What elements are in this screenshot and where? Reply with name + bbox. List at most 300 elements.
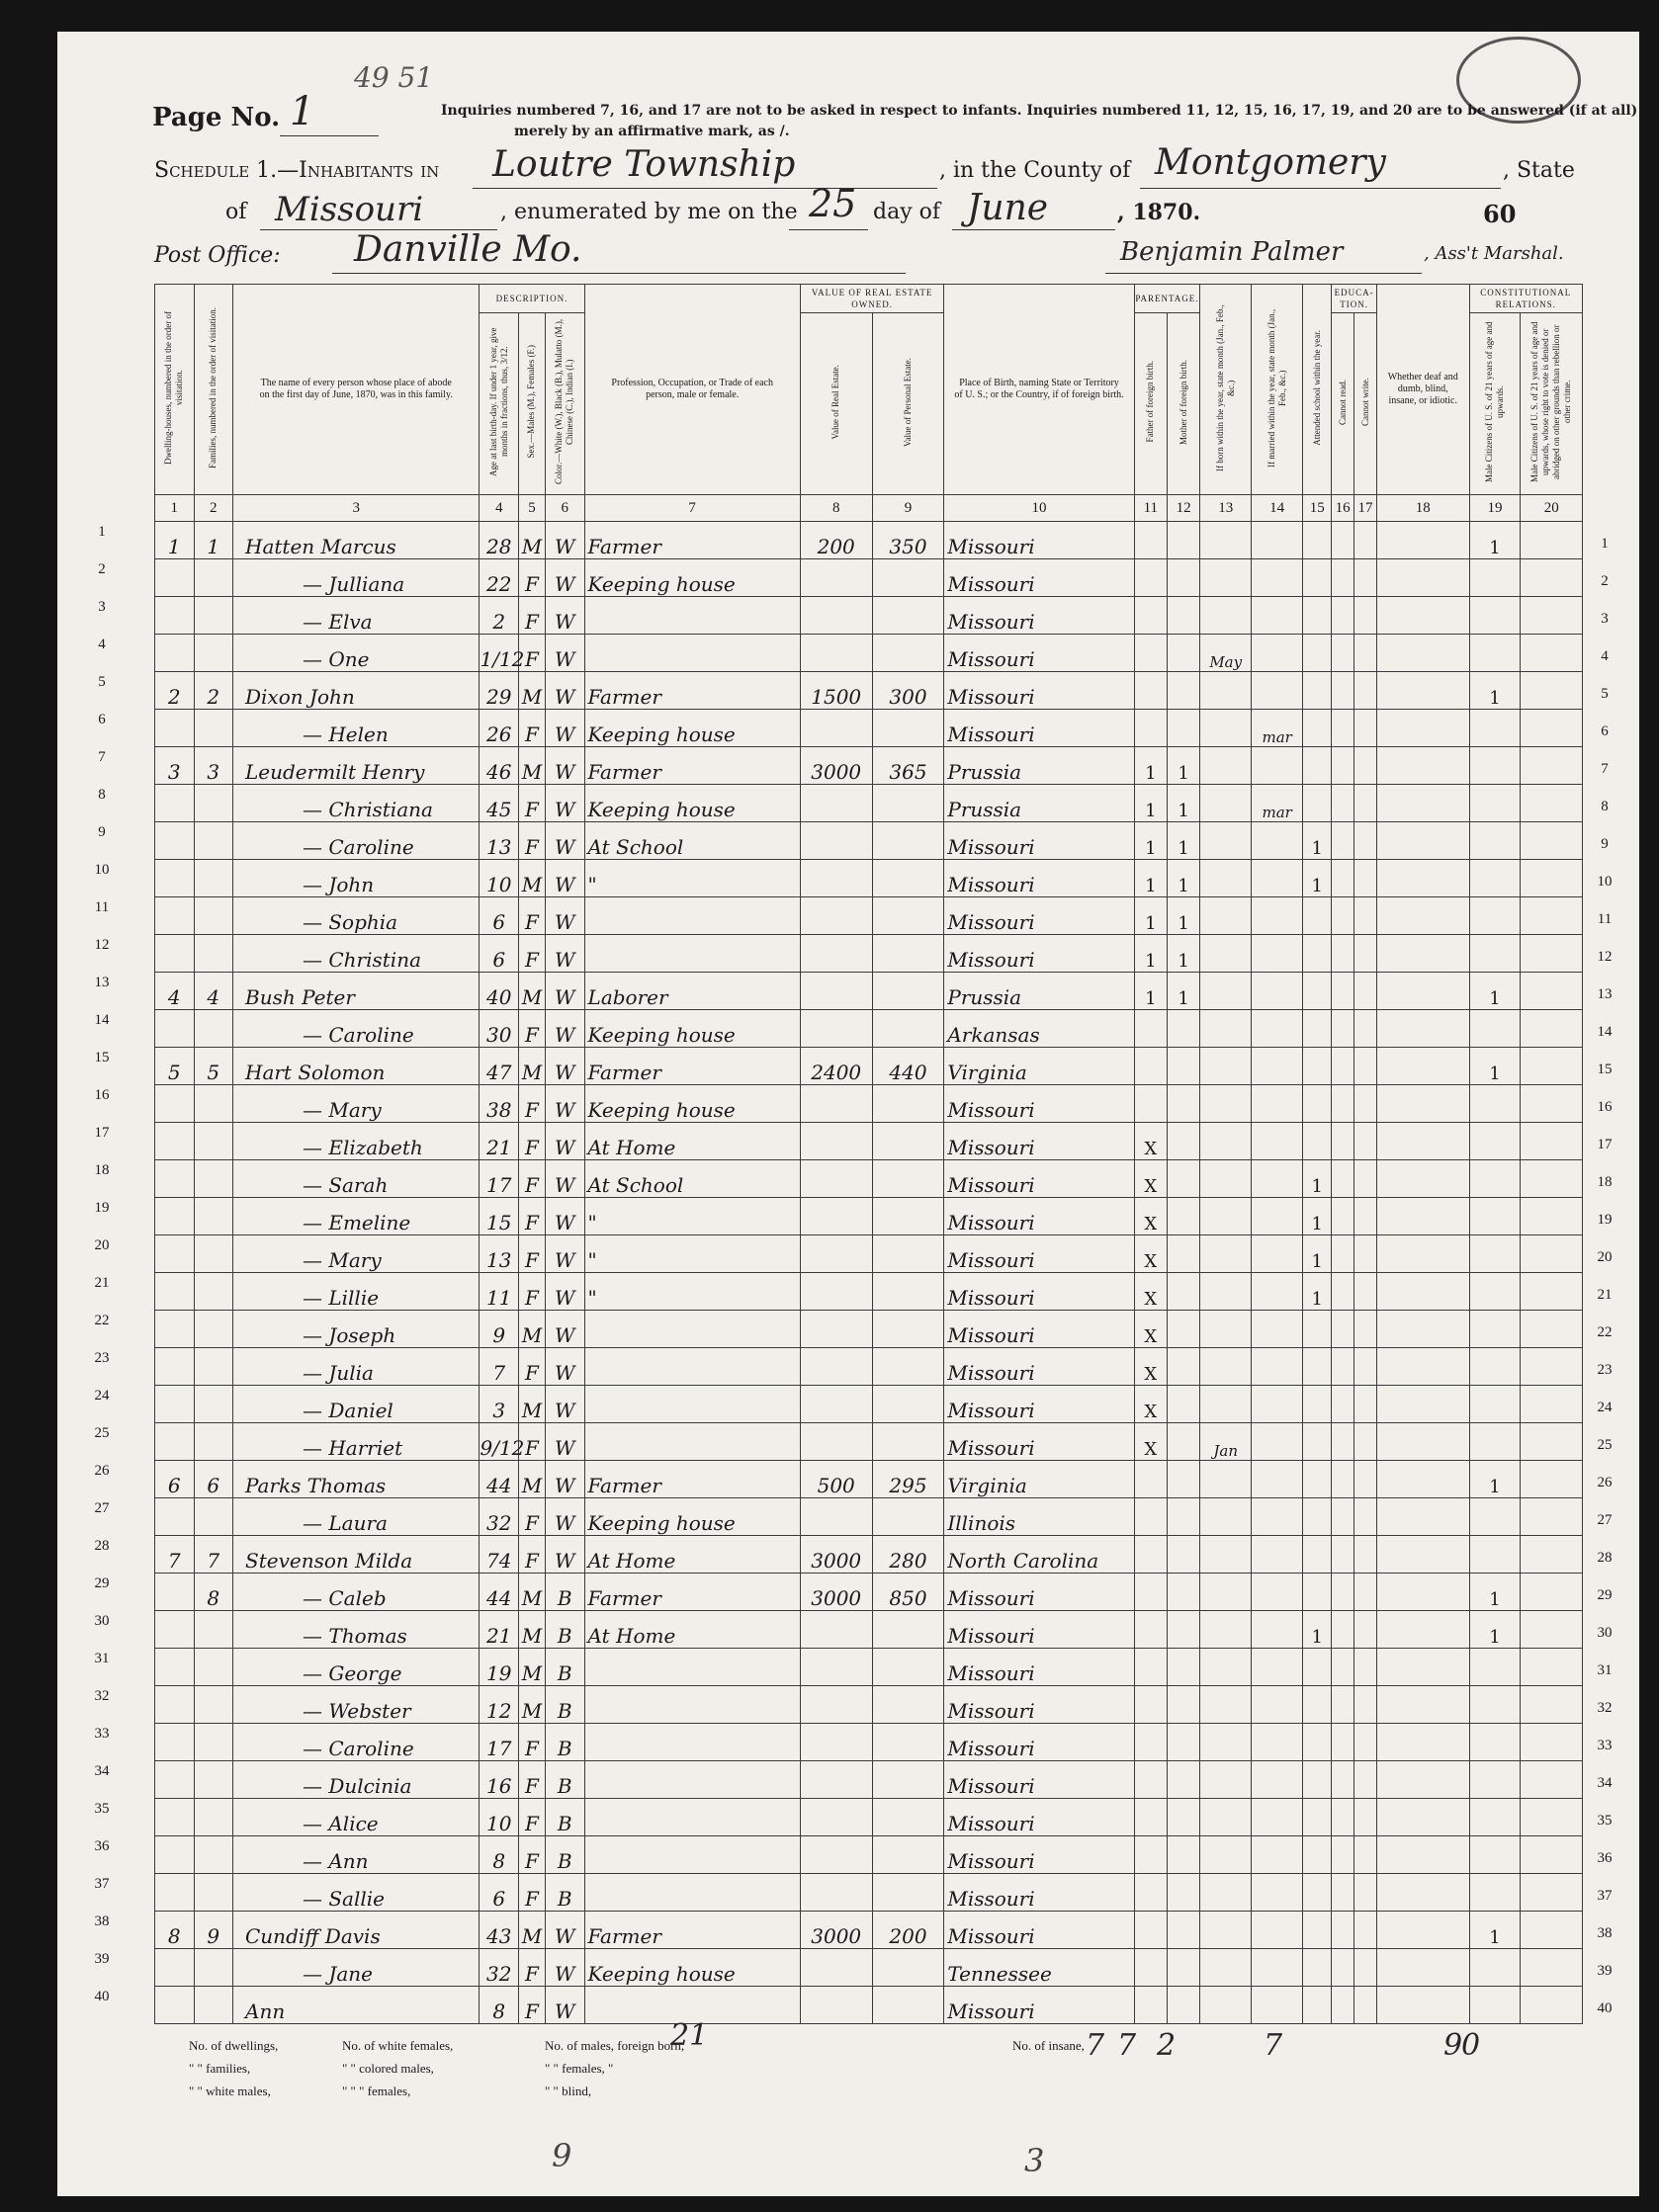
left-row-number: 23 xyxy=(94,1349,110,1366)
cell-sch xyxy=(1303,1123,1332,1160)
cell-color: W xyxy=(546,935,585,973)
page-number-line xyxy=(280,135,379,136)
table-row xyxy=(155,1160,1583,1198)
cell-pe xyxy=(872,1649,944,1686)
cell-c17 xyxy=(1354,1649,1377,1686)
cell-occ: Farmer xyxy=(584,747,800,785)
cell-pe xyxy=(872,1348,944,1386)
cell-sch xyxy=(1303,1461,1332,1498)
cell-birth: Missouri xyxy=(944,935,1134,973)
cell-pe xyxy=(872,822,944,860)
cell-pe xyxy=(872,1874,944,1912)
cell-sch: 1 xyxy=(1303,860,1332,897)
table-row xyxy=(155,522,1583,559)
cell-sch xyxy=(1303,897,1332,935)
cell-mm xyxy=(1252,672,1303,710)
cell-c18 xyxy=(1376,1085,1469,1123)
cell-c16 xyxy=(1332,785,1354,822)
year: , 1870. xyxy=(1117,200,1201,225)
cell-sch xyxy=(1303,1423,1332,1461)
cell-age: 17 xyxy=(480,1724,519,1761)
cell-c20 xyxy=(1521,559,1583,597)
cell-c20 xyxy=(1521,1010,1583,1048)
cell-c17 xyxy=(1354,1386,1377,1423)
cell-re: 3000 xyxy=(800,1536,872,1574)
cell-bm xyxy=(1200,559,1252,597)
col-11-header: Father of foreign birth. xyxy=(1134,313,1167,495)
cell-fam xyxy=(194,597,233,635)
tally-col-20: 0 xyxy=(1461,2028,1481,2063)
cell-c18 xyxy=(1376,935,1469,973)
cell-sch xyxy=(1303,559,1332,597)
cell-c18 xyxy=(1376,785,1469,822)
cell-occ xyxy=(584,1836,800,1874)
table-row xyxy=(155,1949,1583,1987)
right-row-number: 30 xyxy=(1597,1624,1613,1641)
col-20-header: Male Citizens of U. S. of 21 years of age and upwards, whose right to vote is denied or abridged on other grounds than rebellion or other crime. xyxy=(1521,313,1583,495)
table-row xyxy=(155,1724,1583,1761)
cell-pe xyxy=(872,935,944,973)
cell-pe xyxy=(872,1724,944,1761)
cell-c18 xyxy=(1376,1949,1469,1987)
cell-bm xyxy=(1200,672,1252,710)
cell-occ: Farmer xyxy=(584,1574,800,1611)
cell-fam xyxy=(194,1761,233,1799)
cell-c19 xyxy=(1469,1686,1521,1724)
cell-fam xyxy=(194,1160,233,1198)
col-num: 2 xyxy=(194,495,233,522)
cell-sch xyxy=(1303,1874,1332,1912)
col-num: 15 xyxy=(1303,495,1332,522)
footer-insane: No. of insane, xyxy=(1012,2038,1085,2053)
cell-c17 xyxy=(1354,1348,1377,1386)
cell-occ: Keeping house xyxy=(584,1010,800,1048)
cell-birth: Prussia xyxy=(944,973,1134,1010)
cell-dw xyxy=(155,635,195,672)
cell-f: 1 xyxy=(1134,973,1167,1010)
cell-sch xyxy=(1303,747,1332,785)
cell-c18 xyxy=(1376,973,1469,1010)
cell-age: 7 xyxy=(480,1348,519,1386)
page-number: 1 xyxy=(290,89,315,134)
cell-occ: At Home xyxy=(584,1611,800,1649)
cell-c18 xyxy=(1376,1461,1469,1498)
cell-f xyxy=(1134,1461,1167,1498)
cell-re xyxy=(800,1761,872,1799)
cell-bm xyxy=(1200,1686,1252,1724)
cell-c16 xyxy=(1332,559,1354,597)
cell-c17 xyxy=(1354,710,1377,747)
cell-re xyxy=(800,897,872,935)
cell-name: — Laura xyxy=(233,1498,480,1536)
cell-age: 45 xyxy=(480,785,519,822)
cell-c18 xyxy=(1376,1423,1469,1461)
cell-fam xyxy=(194,1987,233,2024)
cell-c17 xyxy=(1354,1536,1377,1574)
cell-bm: May xyxy=(1200,635,1252,672)
cell-sch xyxy=(1303,672,1332,710)
cell-c17 xyxy=(1354,935,1377,973)
cell-sex: M xyxy=(518,522,545,559)
cell-f: X xyxy=(1134,1386,1167,1423)
cell-dw xyxy=(155,1949,195,1987)
cell-fam: 1 xyxy=(194,522,233,559)
cell-c19: 1 xyxy=(1469,1048,1521,1085)
cell-bm xyxy=(1200,785,1252,822)
cell-f xyxy=(1134,1649,1167,1686)
cell-occ: Keeping house xyxy=(584,1949,800,1987)
cell-bm xyxy=(1200,1987,1252,2024)
cell-pe xyxy=(872,785,944,822)
cell-m xyxy=(1167,1198,1199,1235)
right-row-number: 38 xyxy=(1597,1924,1613,1941)
cell-c19: 1 xyxy=(1469,1912,1521,1949)
cell-pe xyxy=(872,559,944,597)
cell-color: W xyxy=(546,1348,585,1386)
cell-pe xyxy=(872,597,944,635)
cell-m xyxy=(1167,1311,1199,1348)
cell-bm xyxy=(1200,1649,1252,1686)
cell-color: B xyxy=(546,1836,585,1874)
cell-name: — Sophia xyxy=(233,897,480,935)
cell-re xyxy=(800,785,872,822)
cell-color: B xyxy=(546,1799,585,1836)
cell-fam xyxy=(194,1348,233,1386)
cell-c20 xyxy=(1521,635,1583,672)
cell-occ: Keeping house xyxy=(584,1085,800,1123)
cell-pe xyxy=(872,710,944,747)
cell-c17 xyxy=(1354,1686,1377,1724)
cell-mm xyxy=(1252,597,1303,635)
footer-males-foreign: No. of males, foreign born, xyxy=(545,2038,685,2053)
cell-pe xyxy=(872,1761,944,1799)
cell-fam xyxy=(194,860,233,897)
cell-re xyxy=(800,1611,872,1649)
cell-re xyxy=(800,973,872,1010)
cell-pe: 850 xyxy=(872,1574,944,1611)
cell-birth: Missouri xyxy=(944,672,1134,710)
cell-age: 32 xyxy=(480,1498,519,1536)
cell-fam xyxy=(194,1386,233,1423)
cell-c17 xyxy=(1354,747,1377,785)
cell-birth: Missouri xyxy=(944,635,1134,672)
cell-sex: F xyxy=(518,1235,545,1273)
instruction-line-1: Inquiries numbered 7, 16, and 17 are not to be asked in respect to infants. Inquiries numbered 11, 12, 15, 16, 17, 19, and 20 are to be answered (if at all) xyxy=(441,103,1638,119)
cell-birth: Missouri xyxy=(944,1423,1134,1461)
cell-m: 1 xyxy=(1167,747,1199,785)
cell-c19 xyxy=(1469,1949,1521,1987)
cell-pe xyxy=(872,897,944,935)
cell-c18 xyxy=(1376,672,1469,710)
cell-dw xyxy=(155,1836,195,1874)
cell-bm xyxy=(1200,1912,1252,1949)
cell-c16 xyxy=(1332,822,1354,860)
table-row xyxy=(155,1010,1583,1048)
cell-c17 xyxy=(1354,1799,1377,1836)
cell-pe xyxy=(872,1686,944,1724)
cell-re xyxy=(800,1311,872,1348)
cell-sex: M xyxy=(518,1686,545,1724)
cell-c17 xyxy=(1354,559,1377,597)
cell-m xyxy=(1167,1273,1199,1311)
cell-color: W xyxy=(546,785,585,822)
table-row xyxy=(155,635,1583,672)
cell-m: 1 xyxy=(1167,860,1199,897)
cell-sch xyxy=(1303,1085,1332,1123)
cell-m xyxy=(1167,1611,1199,1649)
census-rows xyxy=(155,522,1583,2024)
cell-occ xyxy=(584,1311,800,1348)
tally-foreign: 21 xyxy=(670,2018,709,2053)
cell-mm xyxy=(1252,860,1303,897)
right-row-number: 6 xyxy=(1601,723,1609,739)
cell-c18 xyxy=(1376,1874,1469,1912)
cell-birth: Missouri xyxy=(944,1574,1134,1611)
cell-c19: 1 xyxy=(1469,1574,1521,1611)
cell-occ: " xyxy=(584,1273,800,1311)
of-label: of xyxy=(225,200,247,224)
cell-c18 xyxy=(1376,747,1469,785)
right-row-number: 21 xyxy=(1597,1286,1613,1303)
cell-birth: Missouri xyxy=(944,1799,1134,1836)
table-row xyxy=(155,1799,1583,1836)
cell-c20 xyxy=(1521,597,1583,635)
cell-fam: 9 xyxy=(194,1912,233,1949)
cell-sex: M xyxy=(518,860,545,897)
county-line xyxy=(1140,188,1501,189)
cell-f xyxy=(1134,1010,1167,1048)
cell-sex: M xyxy=(518,1611,545,1649)
cell-dw xyxy=(155,1574,195,1611)
cell-sex: M xyxy=(518,973,545,1010)
cell-age: 30 xyxy=(480,1010,519,1048)
cell-pe: 295 xyxy=(872,1461,944,1498)
cell-dw xyxy=(155,785,195,822)
cell-name: Ann xyxy=(233,1987,480,2024)
cell-c20 xyxy=(1521,1273,1583,1311)
cell-c17 xyxy=(1354,1874,1377,1912)
cell-occ xyxy=(584,1761,800,1799)
cell-fam xyxy=(194,1235,233,1273)
table-row xyxy=(155,1235,1583,1273)
cell-c16 xyxy=(1332,1799,1354,1836)
cell-fam xyxy=(194,1799,233,1836)
table-row xyxy=(155,1874,1583,1912)
cell-c16 xyxy=(1332,1160,1354,1198)
cell-f xyxy=(1134,1536,1167,1574)
cell-bm xyxy=(1200,822,1252,860)
cell-bm xyxy=(1200,1048,1252,1085)
cell-fam xyxy=(194,1498,233,1536)
cell-c20 xyxy=(1521,1987,1583,2024)
cell-birth: Missouri xyxy=(944,1912,1134,1949)
cell-name: — Joseph xyxy=(233,1311,480,1348)
cell-occ: At School xyxy=(584,822,800,860)
cell-color: W xyxy=(546,522,585,559)
cell-color: W xyxy=(546,710,585,747)
cell-name: Bush Peter xyxy=(233,973,480,1010)
cell-c16 xyxy=(1332,1123,1354,1160)
left-row-number: 40 xyxy=(94,1988,110,2004)
cell-c20 xyxy=(1521,1386,1583,1423)
cell-c16 xyxy=(1332,1611,1354,1649)
tally-col-11: 7 xyxy=(1086,2028,1105,2063)
cell-f: 1 xyxy=(1134,747,1167,785)
parentage-group-header: PARENTAGE. xyxy=(1134,285,1200,313)
cell-c20 xyxy=(1521,1311,1583,1348)
cell-c17 xyxy=(1354,672,1377,710)
cell-dw: 4 xyxy=(155,973,195,1010)
cell-sch: 1 xyxy=(1303,1160,1332,1198)
cell-color: W xyxy=(546,860,585,897)
cell-mm xyxy=(1252,1498,1303,1536)
sheet-number: 60 xyxy=(1483,200,1517,228)
cell-color: W xyxy=(546,1273,585,1311)
left-row-number: 11 xyxy=(94,898,110,915)
census-sheet xyxy=(57,32,1639,2196)
table-row xyxy=(155,747,1583,785)
right-row-number: 14 xyxy=(1597,1023,1613,1040)
cell-sex: F xyxy=(518,935,545,973)
cell-c16 xyxy=(1332,1498,1354,1536)
cell-sex: F xyxy=(518,1348,545,1386)
tally-col-19: 9 xyxy=(1443,2028,1463,2063)
cell-c16 xyxy=(1332,897,1354,935)
cell-re: 1500 xyxy=(800,672,872,710)
cell-bm xyxy=(1200,1461,1252,1498)
cell-color: W xyxy=(546,559,585,597)
cell-m xyxy=(1167,1987,1199,2024)
footer-colored-females: " " " females, xyxy=(342,2084,411,2098)
cell-c19 xyxy=(1469,897,1521,935)
cell-c16 xyxy=(1332,1010,1354,1048)
cell-f xyxy=(1134,1761,1167,1799)
cell-c20 xyxy=(1521,1761,1583,1799)
cell-c20 xyxy=(1521,1423,1583,1461)
cell-sch xyxy=(1303,1010,1332,1048)
cell-f xyxy=(1134,1874,1167,1912)
bottom-note-right: 3 xyxy=(1024,2142,1045,2179)
right-row-number: 32 xyxy=(1597,1699,1613,1716)
left-row-number: 24 xyxy=(94,1387,110,1404)
cell-m xyxy=(1167,1048,1199,1085)
cell-c20 xyxy=(1521,1235,1583,1273)
right-row-number: 20 xyxy=(1597,1248,1613,1265)
cell-sex: F xyxy=(518,1836,545,1874)
cell-sex: F xyxy=(518,1799,545,1836)
cell-mm xyxy=(1252,1085,1303,1123)
cell-f xyxy=(1134,1574,1167,1611)
cell-mm xyxy=(1252,1649,1303,1686)
right-row-number: 34 xyxy=(1597,1774,1613,1791)
cell-c16 xyxy=(1332,1836,1354,1874)
cell-occ xyxy=(584,635,800,672)
cell-sch xyxy=(1303,1836,1332,1874)
day-of-label: day of xyxy=(873,200,941,224)
cell-color: W xyxy=(546,672,585,710)
cell-dw xyxy=(155,1010,195,1048)
cell-c19: 1 xyxy=(1469,672,1521,710)
cell-name: — Lillie xyxy=(233,1273,480,1311)
cell-dw: 3 xyxy=(155,747,195,785)
cell-dw xyxy=(155,597,195,635)
cell-c19 xyxy=(1469,935,1521,973)
left-row-number: 15 xyxy=(94,1049,110,1065)
county: Montgomery xyxy=(1155,142,1386,183)
cell-sex: M xyxy=(518,1048,545,1085)
cell-c16 xyxy=(1332,1536,1354,1574)
cell-c16 xyxy=(1332,1198,1354,1235)
left-row-number: 38 xyxy=(94,1913,110,1929)
cell-c19: 1 xyxy=(1469,973,1521,1010)
footer-blind: " " blind, xyxy=(545,2084,592,2098)
cell-m: 1 xyxy=(1167,973,1199,1010)
cell-re xyxy=(800,1423,872,1461)
cell-sch xyxy=(1303,785,1332,822)
cell-m xyxy=(1167,710,1199,747)
cell-c19 xyxy=(1469,1423,1521,1461)
cell-birth: Missouri xyxy=(944,1348,1134,1386)
col-num: 3 xyxy=(233,495,480,522)
cell-fam xyxy=(194,559,233,597)
cell-sex: M xyxy=(518,747,545,785)
cell-c20 xyxy=(1521,822,1583,860)
cell-bm xyxy=(1200,1949,1252,1987)
cell-color: W xyxy=(546,1386,585,1423)
left-row-number: 30 xyxy=(94,1612,110,1629)
cell-name: Hatten Marcus xyxy=(233,522,480,559)
cell-occ: Keeping house xyxy=(584,710,800,747)
cell-age: 15 xyxy=(480,1198,519,1235)
cell-age: 38 xyxy=(480,1085,519,1123)
right-row-number: 36 xyxy=(1597,1849,1613,1866)
cell-c16 xyxy=(1332,747,1354,785)
cell-bm xyxy=(1200,935,1252,973)
cell-color: W xyxy=(546,1123,585,1160)
cell-bm xyxy=(1200,897,1252,935)
cell-age: 16 xyxy=(480,1761,519,1799)
cell-color: W xyxy=(546,1461,585,1498)
cell-f: X xyxy=(1134,1348,1167,1386)
cell-f: X xyxy=(1134,1123,1167,1160)
cell-re xyxy=(800,559,872,597)
cell-re xyxy=(800,822,872,860)
cell-mm xyxy=(1252,1799,1303,1836)
footer-dwellings: No. of dwellings, xyxy=(189,2038,279,2053)
right-row-number: 23 xyxy=(1597,1361,1613,1378)
cell-dw: 7 xyxy=(155,1536,195,1574)
cell-birth: Prussia xyxy=(944,785,1134,822)
cell-birth: Missouri xyxy=(944,1198,1134,1235)
cell-f xyxy=(1134,1949,1167,1987)
cell-c17 xyxy=(1354,1010,1377,1048)
left-row-number: 3 xyxy=(98,598,106,615)
cell-dw xyxy=(155,1273,195,1311)
cell-birth: Missouri xyxy=(944,897,1134,935)
cell-name: — Caroline xyxy=(233,1724,480,1761)
cell-occ: Farmer xyxy=(584,1912,800,1949)
cell-c20 xyxy=(1521,1686,1583,1724)
cell-color: W xyxy=(546,1498,585,1536)
cell-birth: Missouri xyxy=(944,1836,1134,1874)
township-line xyxy=(473,188,937,189)
table-row xyxy=(155,973,1583,1010)
cell-mm xyxy=(1252,1987,1303,2024)
col-12-header: Mother of foreign birth. xyxy=(1167,313,1199,495)
cell-mm xyxy=(1252,1010,1303,1048)
cell-re: 2400 xyxy=(800,1048,872,1085)
col-num: 18 xyxy=(1376,495,1469,522)
